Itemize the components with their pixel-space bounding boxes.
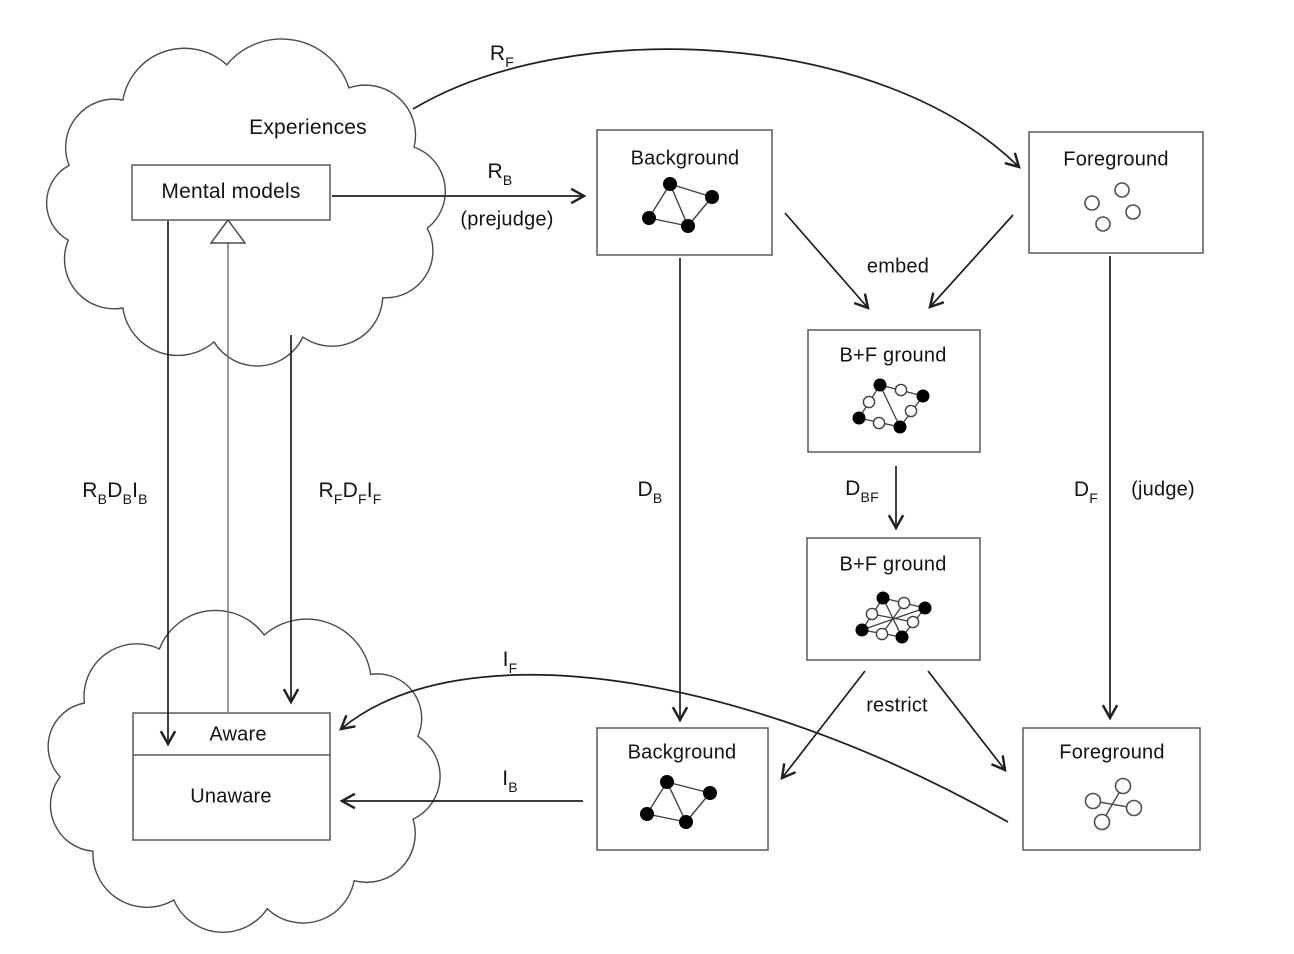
label-rf: $R_F$ <box>489 42 515 71</box>
bf-ground-1-label: B+F ground <box>839 344 947 367</box>
label-rb: $R_B$ <box>487 160 513 189</box>
background-top-label: Background <box>630 147 740 170</box>
label-dbf: $D_{BF}$ <box>845 477 879 506</box>
foreground-top-label: Foreground <box>1063 148 1169 171</box>
aware-label: Aware <box>209 723 267 746</box>
label-rf-df-if: $R_FD_FI_F$ <box>318 479 382 508</box>
arrow-restrict-right <box>928 671 1005 770</box>
bf-ground-2-label: B+F ground <box>839 553 947 576</box>
label-db: $D_B$ <box>637 478 663 507</box>
arrow-embed-right <box>930 215 1013 307</box>
experiences-label: Experiences <box>249 116 367 139</box>
label-ib: $I_B$ <box>502 767 518 796</box>
label-embed: embed <box>866 255 930 278</box>
label-judge: (judge) <box>1131 478 1195 501</box>
background-bottom-label: Background <box>627 741 737 764</box>
arrow-embed-left <box>785 213 868 308</box>
mental-models-label: Mental models <box>161 180 301 203</box>
label-prejudge: (prejudge) <box>460 208 554 231</box>
label-restrict: restrict <box>866 694 928 717</box>
label-df: $D_F$ <box>1073 478 1099 507</box>
label-rb-db-ib: $R_BD_BI_B$ <box>82 479 148 508</box>
label-if: $I_F$ <box>502 648 518 677</box>
unaware-label: Unaware <box>190 785 272 808</box>
foreground-bottom-label: Foreground <box>1059 741 1165 764</box>
